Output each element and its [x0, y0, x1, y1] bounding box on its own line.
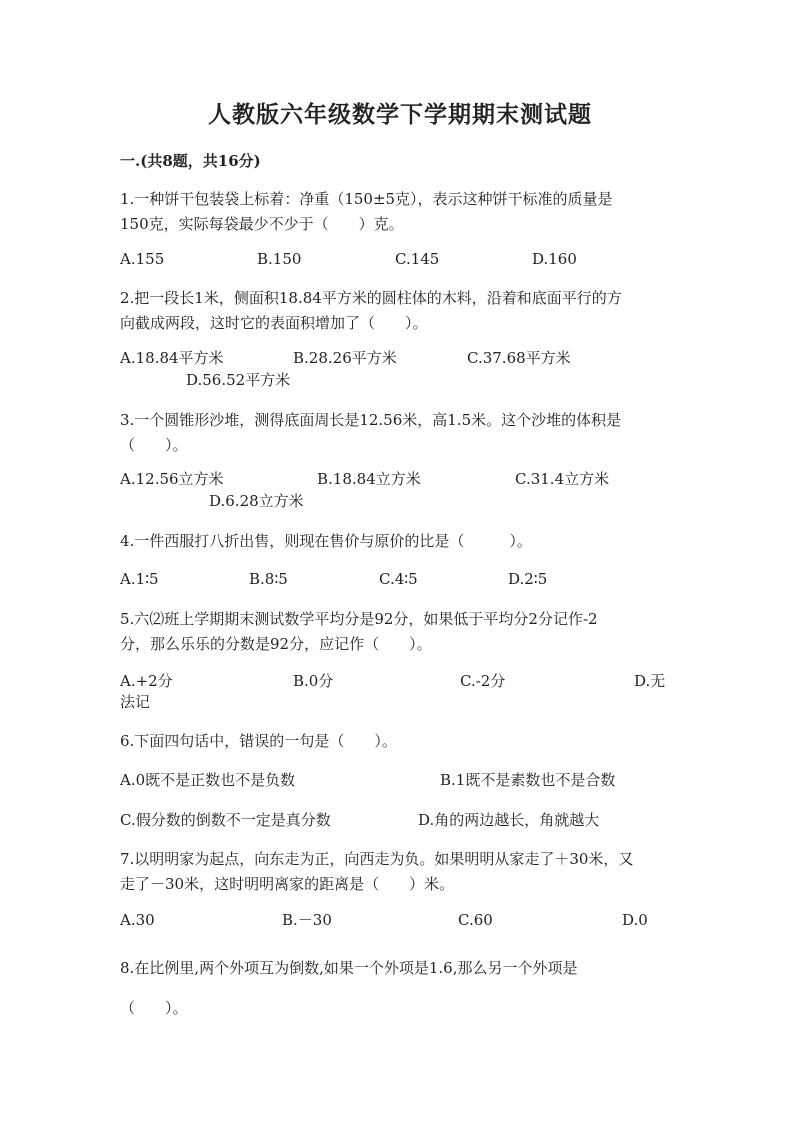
question-4 [120, 529, 680, 554]
option-d-continued: 法记 [120, 693, 151, 711]
option-b: B.1既不是素数也不是合数 [440, 771, 616, 789]
question-8 [120, 948, 680, 1028]
option-c: C.31.4立方米 [515, 470, 610, 488]
question-text-line: 1.一种饼干包装袋上标着：净重（150±5克），表示这种饼干标准的质量是 [120, 190, 613, 208]
option-c: C.60 [458, 911, 493, 929]
option-c: C.-2分 [460, 672, 506, 690]
question-7 [120, 847, 680, 897]
option-d: D.无 [634, 672, 666, 690]
section-heading: 一.(共8题，共16分) [120, 152, 261, 170]
page-title: 人教版六年级数学下学期期末测试题 [208, 101, 592, 128]
option-a: A.1∶5 [120, 570, 159, 588]
question-text-line: 7.以明明家为起点，向东走为正，向西走为负。如果明明从家走了＋30米，又 [120, 850, 634, 868]
option-b: B.18.84立方米 [317, 470, 421, 488]
question-text-line: （ ）。 [120, 436, 188, 454]
question-text-line: 2.把一段长1米，侧面积18.84平方米的圆柱体的木料，沿着和底面平行的方 [120, 289, 622, 307]
option-d: D.角的两边越长，角就越大 [418, 811, 600, 829]
question-text-line: 向截成两段，这时它的表面积增加了（ ）。 [120, 314, 428, 332]
option-c: C.假分数的倒数不一定是真分数 [120, 811, 331, 829]
option-c: C.37.68平方米 [467, 349, 571, 367]
option-c: C.4∶5 [379, 570, 418, 588]
option-a: A.+2分 [120, 672, 173, 690]
option-a: A.30 [120, 911, 155, 929]
option-d: D.0 [622, 911, 648, 929]
option-b: B.150 [257, 250, 302, 268]
question-text-line: 3.一个圆锥形沙堆，测得底面周长是12.56米，高1.5米。这个沙堆的体积是 [120, 411, 622, 429]
question-text-line: 分，那么乐乐的分数是92分，应记作（ ）。 [120, 635, 432, 653]
question-6 [120, 729, 680, 754]
question-2 [120, 286, 680, 336]
question-text-line: 8.在比例里,两个外项互为倒数,如果一个外项是1.6,那么另一个外项是 [120, 959, 578, 977]
question-5 [120, 607, 680, 657]
question-text-line: 4.一件西服打八折出售，则现在售价与原价的比是（ ）。 [120, 532, 532, 550]
question-text-line: 5.六⑵班上学期期末测试数学平均分是92分，如果低于平均分2分记作-2 [120, 610, 598, 628]
question-text-line: 走了－30米，这时明明离家的距离是（ ）米。 [120, 875, 455, 893]
option-b: B.8∶5 [249, 570, 288, 588]
option-d: D.2∶5 [508, 570, 548, 588]
option-d: D.56.52平方米 [186, 371, 291, 389]
question-text-line: （ ）。 [120, 999, 188, 1017]
option-b: B.28.26平方米 [293, 349, 397, 367]
option-a: A.18.84平方米 [120, 349, 224, 367]
question-text-line: 6.下面四句话中，错误的一句是（ ）。 [120, 732, 397, 750]
option-c: C.145 [395, 250, 440, 268]
option-b: B.－30 [282, 911, 332, 929]
option-d: D.6.28立方米 [209, 492, 304, 510]
question-1 [120, 187, 680, 237]
option-d: D.160 [532, 250, 577, 268]
question-text-line: 150克，实际每袋最少不少于（ ）克。 [120, 215, 404, 233]
option-a: A.155 [120, 250, 165, 268]
option-a: A.0既不是正数也不是负数 [120, 771, 296, 789]
option-a: A.12.56立方米 [120, 470, 224, 488]
option-b: B.0分 [293, 672, 334, 690]
question-3 [120, 408, 680, 458]
